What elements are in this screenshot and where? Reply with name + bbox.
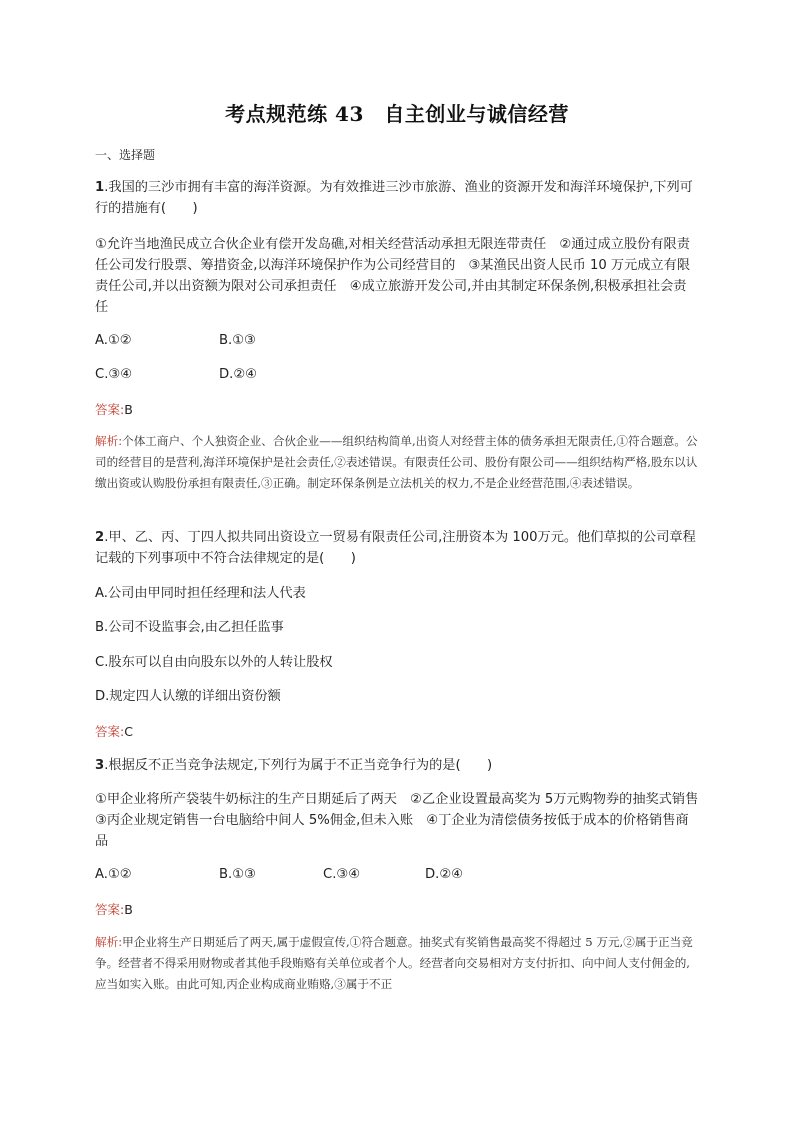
question-text: .甲、乙、丙、丁四人拟共同出资设立一贸易有限责任公司,注册资本为 100万元。他们草拟的公司章程记载的下列事项中不符合法律规定的是( ) xyxy=(95,530,696,566)
option-a: A.①② xyxy=(95,333,132,348)
question-text: .我国的三沙市拥有丰富的海洋资源。为有效推进三沙市旅游、渔业的资源开发和海洋环境保护,下列可行的措施有( ) xyxy=(95,180,693,216)
option-b: B.①③ xyxy=(219,333,256,348)
answer-value: B xyxy=(124,402,133,417)
answer-value: B xyxy=(124,902,133,917)
question-3-stem xyxy=(95,755,699,776)
option-c: C.③④ xyxy=(95,367,133,382)
question-3-statements: ①甲企业将所产袋装牛奶标注的生产日期延后了两天 ②乙企业设置最高奖为 5万元购物券的抽奖式销售 ③丙企业规定销售一台电脑给中间人 5%佣金,但未入账 ④丁企业为清偿债务按低于成本的价格销售商品 xyxy=(95,792,712,849)
question-2-option-c: C.股东可以自由向股东以外的人转让股权 xyxy=(95,655,333,670)
question-2-option-b: B.公司不设监事会,由乙担任监事 xyxy=(95,620,284,635)
question-1-stem xyxy=(95,177,699,219)
question-1-analysis xyxy=(95,431,699,494)
question-number: 3 xyxy=(95,758,105,773)
question-number: 1 xyxy=(95,180,105,195)
question-1-statements: ①允许当地渔民成立合伙企业有偿开发岛礁,对相关经营活动承担无限连带责任 ②通过成立股份有限责任公司发行股票、筹措资金,以海洋环境保护作为公司经营目的 ③某渔民出资人民币 10 万元成立有限责任公司,并以出资额为限对公司承担责任 ④成立旅游开发公司,并由其制定环保条例,积极承担社会责任 xyxy=(95,237,691,315)
question-3-answer xyxy=(95,900,699,918)
question-number: 2 xyxy=(95,530,105,545)
analysis-label: 解析: xyxy=(95,434,123,448)
question-1-options-row-1 xyxy=(95,330,699,351)
question-text: .根据反不正当竞争法规定,下列行为属于不正当竞争行为的是( ) xyxy=(104,758,493,773)
analysis-text: 个体工商户、个人独资企业、合伙企业——组织结构简单,出资人对经营主体的债务承担无限责任,①符合题意。公司的经营目的是营利,海洋环境保护是社会责任,②表述错误。有限责任公司、股份有限公司——组织结构严格,股东以认缴出资或认购股份承担有限责任,③正确。制定环保条例是立法机关的权力,不是企业经营范围,④表述错误。 xyxy=(95,434,698,490)
analysis-text: 甲企业将生产日期延后了两天,属于虚假宣传,①符合题意。抽奖式有奖销售最高奖不得超过 5 万元,②属于正当竞争。经营者不得采用财物或者其他手段贿赂有关单位或者个人。经营者向交易相对方支付折扣、向中间人支付佣金的,应当如实入账。由此可知,丙企业构成商业贿赂,③属于不正 xyxy=(95,935,693,991)
answer-label: 答案: xyxy=(95,902,125,917)
option-b: B.①③ xyxy=(219,867,256,882)
question-2-answer xyxy=(95,722,699,740)
answer-label: 答案: xyxy=(95,402,125,417)
question-2-option-a: A.公司由甲同时担任经理和法人代表 xyxy=(95,586,306,601)
question-3-options-row xyxy=(95,864,699,885)
page-title: 考点规范练 43 自主创业与诚信经营 xyxy=(225,102,569,126)
option-d: D.②④ xyxy=(425,867,463,882)
question-1-answer xyxy=(95,400,699,418)
analysis-label: 解析: xyxy=(95,935,123,949)
answer-label: 答案: xyxy=(95,724,125,739)
option-a: A.①② xyxy=(95,867,132,882)
option-d: D.②④ xyxy=(219,367,257,382)
question-3-analysis xyxy=(95,932,699,995)
question-2-stem xyxy=(95,527,699,569)
question-2-option-d: D.规定四人认缴的详细出资份额 xyxy=(95,689,281,704)
section-heading: 一、选择题 xyxy=(95,148,156,162)
answer-value: C xyxy=(124,724,133,739)
option-c: C.③④ xyxy=(323,867,361,882)
question-1-options-row-2 xyxy=(95,364,699,385)
